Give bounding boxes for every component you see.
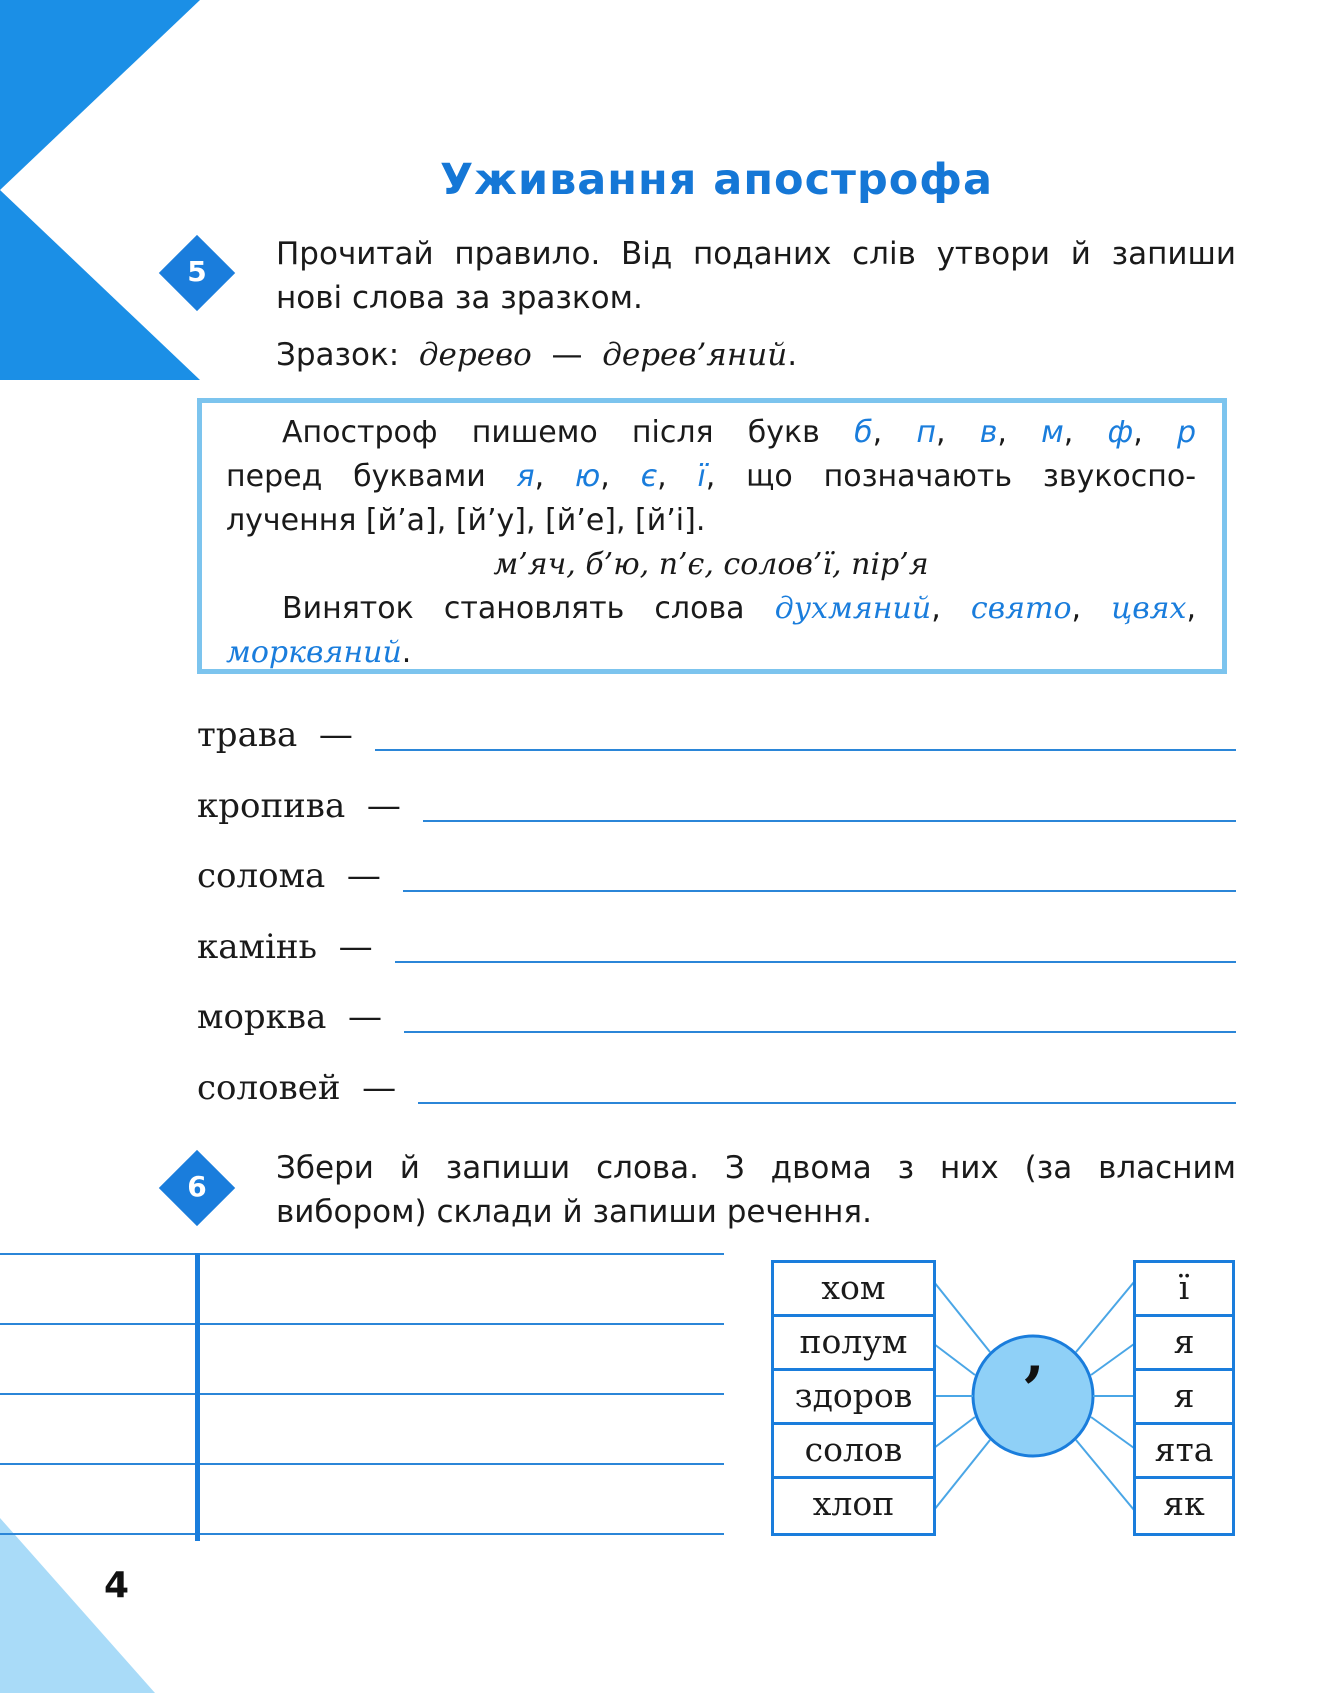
sample-dash: — [551, 337, 583, 373]
exception-text: Виняток становлять слова [282, 591, 745, 626]
letter-ye: є [640, 459, 658, 494]
page-title: Уживання апострофа [440, 155, 993, 205]
rule-line-1: Апостроф пишемо після букв б, п, в, м, ф, р [282, 415, 1196, 450]
dash-1: — [318, 715, 353, 755]
letter-r: р [1176, 415, 1196, 450]
dash-4: — [338, 927, 373, 967]
right-part-2: я [1136, 1317, 1232, 1371]
sample-label: Зразок: [276, 337, 400, 373]
exception-word-3: цвях [1111, 591, 1187, 626]
rule-exception-line-2: морквяний. [226, 635, 412, 670]
left-part-5: хлоп [812, 1484, 895, 1523]
sample-word: дерево [418, 337, 532, 373]
word-1: трава [197, 715, 298, 755]
word-4: камінь [197, 927, 318, 967]
letter-yu: ю [574, 459, 601, 494]
sample-end: . [787, 337, 798, 373]
word-6: соловей [197, 1068, 341, 1108]
word-3: солома [197, 856, 326, 896]
exception-word-2: свято [970, 591, 1072, 626]
letter-b: б [854, 415, 873, 450]
letter-f: ф [1107, 415, 1134, 450]
rule-line1-text: Апостроф пишемо після букв [282, 415, 820, 450]
dash-3: — [346, 856, 381, 896]
left-part-3: здоров [774, 1371, 933, 1425]
task-6-number: 6 [187, 1170, 207, 1203]
right-part-1: ї [1136, 1263, 1232, 1317]
letter-p: п [916, 415, 936, 450]
left-part-1: хом [774, 1263, 933, 1317]
dash-6: — [362, 1068, 397, 1108]
letter-v: в [979, 415, 998, 450]
task-6-instruction: Збери й запиши слова. З двома з них (за власним вибором) склади й запиши речення. [276, 1150, 1236, 1230]
task-5-number: 5 [187, 255, 207, 288]
right-part-3: я [1136, 1371, 1232, 1425]
rule-line-3: лучення [й’а], [й’у], [й’е], [й’і]. [226, 503, 706, 538]
word-5: морква [197, 997, 327, 1037]
rule-line2-text: перед буквами [226, 459, 486, 494]
left-part-4: солов [774, 1425, 933, 1479]
sample-result: дерев’яний [602, 337, 788, 373]
letter-ya: я [516, 459, 535, 494]
right-part-5: як [1163, 1484, 1205, 1523]
dash-5: — [347, 997, 382, 1037]
rule-line2-end: , що позначають звукоспо- [705, 459, 1197, 494]
exception-word-1: духмяний [774, 591, 932, 626]
letter-m: м [1041, 415, 1064, 450]
rule-line-2: перед буквами я, ю, є, ї, що позначають звукоспо- [226, 459, 1197, 494]
rule-examples: м’яч, б’ю, п’є, солов’ї, пір’я [493, 547, 929, 582]
task-5-instruction: Прочитай правило. Від поданих слів утвори й запиши нові слова за зразком. [276, 236, 1236, 316]
letter-yi: ї [697, 459, 706, 494]
dash-2: — [366, 786, 401, 826]
apostrophe-symbol: ’ [1021, 1353, 1045, 1428]
left-part-2: полум [774, 1317, 933, 1371]
left-parts-column [771, 1260, 936, 1536]
rule-exception-line: Виняток становлять слова духмяний, свято, цвях, [282, 591, 1196, 626]
page-number: 4 [104, 1565, 130, 1606]
right-parts-column [1133, 1260, 1235, 1536]
word-2: кропива [197, 786, 346, 826]
exception-word-4: морквяний [226, 635, 402, 670]
right-part-4: ята [1136, 1425, 1232, 1479]
